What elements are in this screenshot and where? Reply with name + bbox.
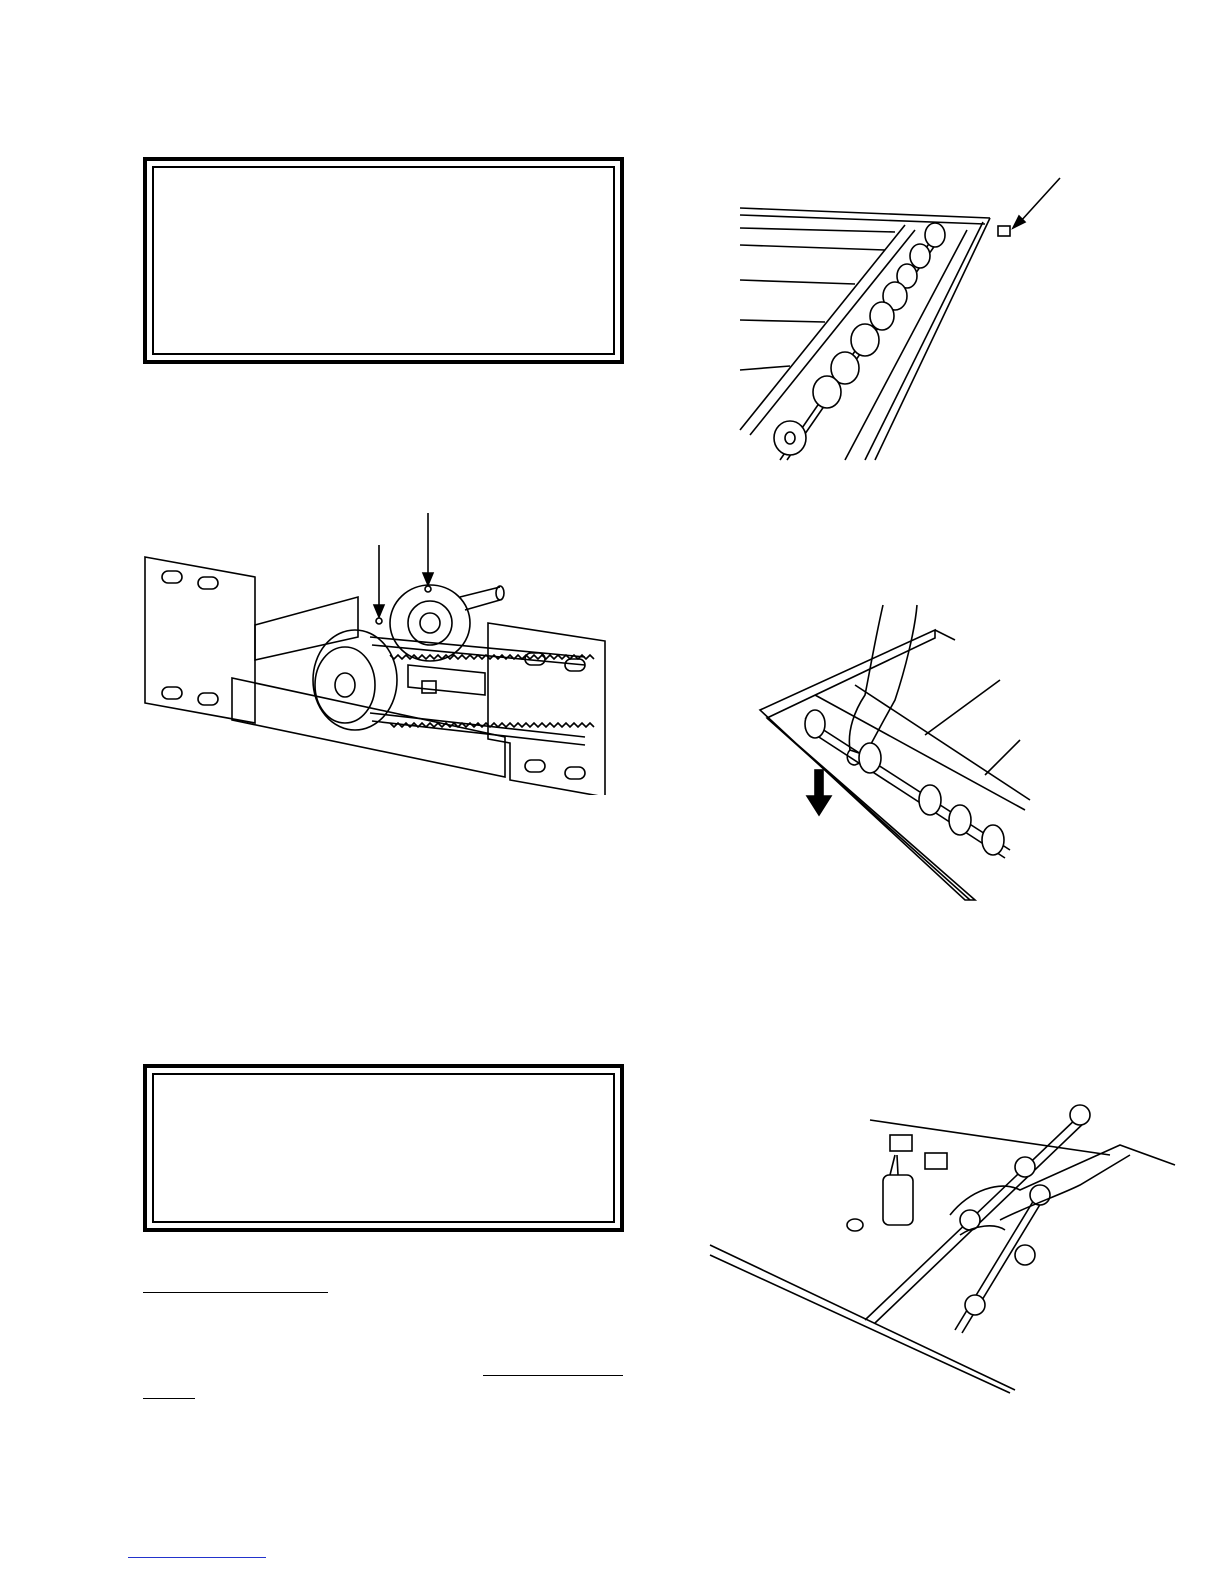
spindle-removal-figure bbox=[755, 600, 1045, 905]
spindle-cleaning-figure bbox=[700, 1095, 1190, 1395]
pillow-block-bearing-figure bbox=[140, 505, 610, 795]
notice-box-bottom bbox=[143, 1064, 624, 1232]
underline-rule bbox=[143, 1398, 195, 1399]
underline-rule bbox=[483, 1375, 623, 1376]
notice-box-top bbox=[143, 157, 624, 364]
notice-box-inner bbox=[152, 1073, 615, 1223]
notice-box-inner bbox=[152, 166, 615, 355]
footer-link[interactable] bbox=[128, 1557, 266, 1558]
underline-rule bbox=[143, 1292, 328, 1293]
roller-spindle-figure bbox=[735, 170, 1095, 465]
